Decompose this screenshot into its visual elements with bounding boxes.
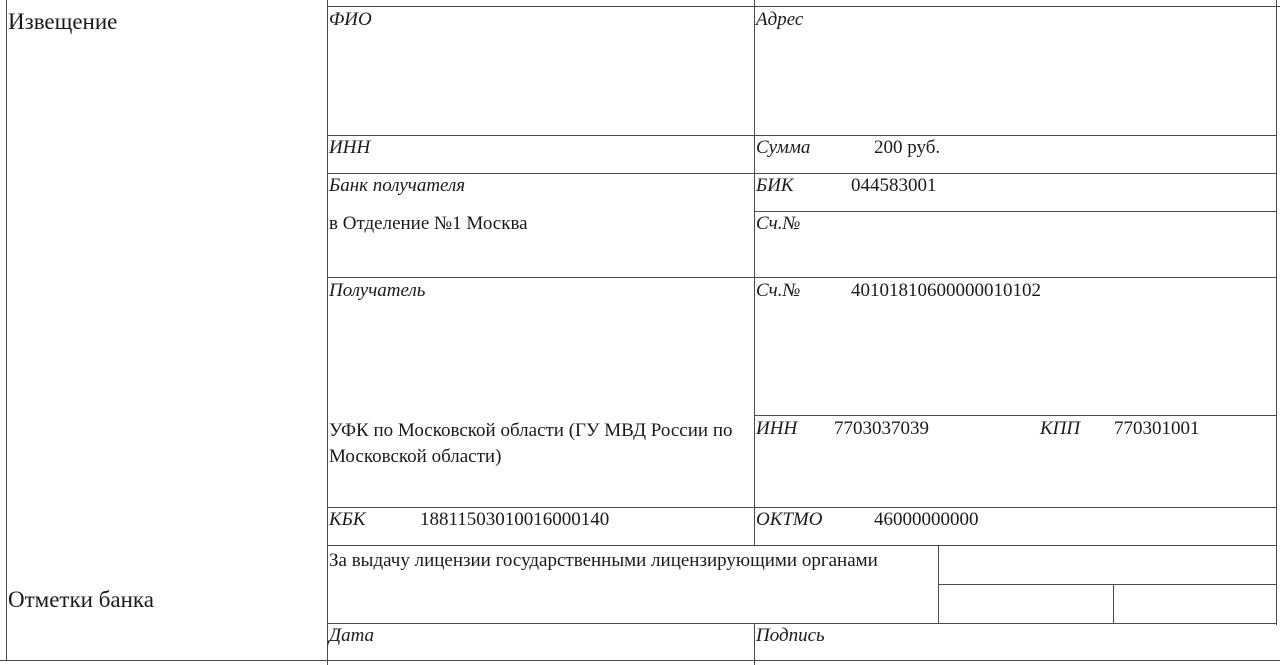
row-rule-purpose-split — [938, 584, 1277, 585]
payee-name: УФК по Московской области (ГУ МВД России по Московской области) — [329, 420, 733, 467]
section-divider — [327, 0, 328, 665]
column-divider-bottom — [754, 623, 755, 665]
payee-label: Получатель — [329, 280, 426, 301]
row-rule-payee — [327, 277, 1277, 278]
payment-purpose: За выдачу лицензии государственными лицензирующими органами — [329, 550, 878, 571]
left-border — [6, 0, 7, 660]
bik-label: БИК — [756, 175, 794, 196]
row-rule-payee-inn — [754, 415, 1277, 416]
top-rule — [327, 6, 1280, 7]
sum-value: 200 руб. — [874, 137, 941, 158]
bank-marks-heading: Отметки банка — [8, 587, 154, 612]
bik-value: 044583001 — [851, 175, 937, 196]
bank-account-label: Сч.№ — [756, 213, 801, 234]
kpp-label: КПП — [1040, 418, 1081, 439]
date-label: Дата — [329, 625, 375, 646]
payee-inn-label: ИНН — [756, 418, 798, 439]
signature-label: Подпись — [756, 625, 825, 646]
row-rule-bank — [327, 173, 1277, 174]
kbk-value: 18811503010016000140 — [420, 509, 610, 530]
oktmo-value: 46000000000 — [874, 509, 979, 530]
fio-label: ФИО — [329, 9, 372, 30]
address-label: Адрес — [756, 9, 804, 30]
row-rule-purpose — [327, 545, 1277, 546]
payee-bank-value: в Отделение №1 Москва — [329, 213, 528, 234]
sum-label: Сумма — [756, 137, 811, 158]
row-rule-account — [754, 211, 1277, 212]
payee-inn-value: 7703037039 — [834, 418, 929, 439]
oktmo-label: ОКТМО — [756, 509, 823, 530]
right-border — [1276, 0, 1277, 625]
purpose-subdivider — [1113, 584, 1114, 623]
inn-label: ИНН — [329, 137, 371, 158]
payee-bank-label: Банк получателя — [329, 175, 466, 196]
row-rule-date — [327, 623, 1277, 624]
row-rule-kbk — [327, 507, 1277, 508]
notice-heading: Извещение — [8, 9, 118, 34]
kbk-label: КБК — [329, 509, 366, 530]
column-divider — [754, 0, 755, 545]
payee-account-value: 40101810600000010102 — [851, 280, 1041, 301]
kpp-value: 770301001 — [1114, 418, 1200, 439]
row-rule-inn — [327, 135, 1277, 136]
payee-account-label: Сч.№ — [756, 280, 801, 301]
bottom-rule — [0, 660, 1280, 661]
